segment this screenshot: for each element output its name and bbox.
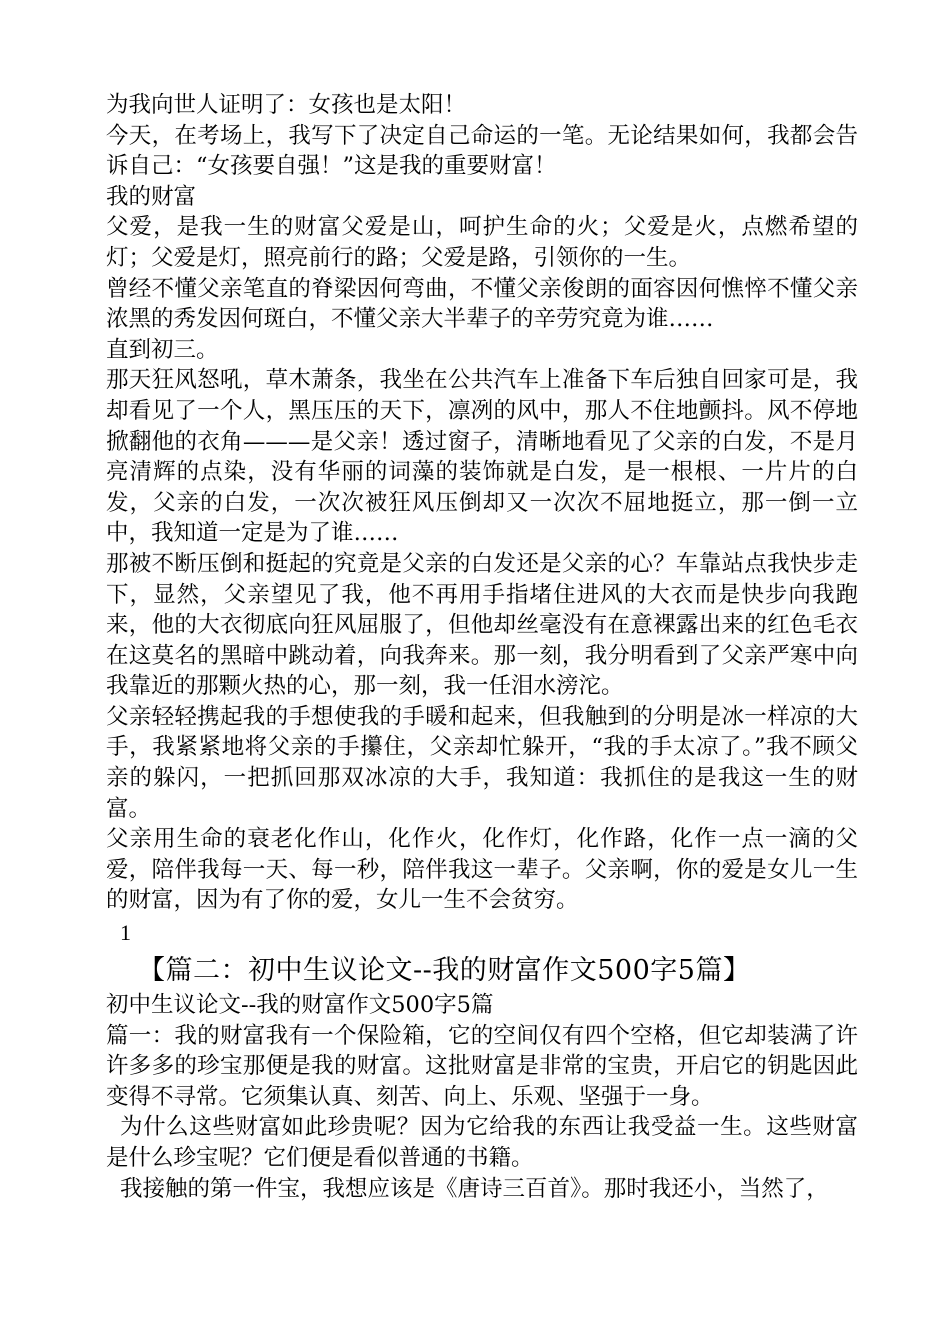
section-title-my-wealth: 我的财富 <box>106 183 197 210</box>
paragraph: 为什么这些财富如此珍贵呢？因为它给我的东西让我受益一生。这些财富是什么珍宝呢？它们便是看似普通的书籍。 <box>106 1114 858 1171</box>
paragraph: 父亲轻轻携起我的手想使我的手暖和起来，但我触到的分明是冰一样凉的大手，我紧紧地将父亲的手攥住，父亲却忙躲开，“我的手太凉了。”我不顾父亲的躲闪，一把抓回那双冰凉的大手，我知道：我抓住的是我这一生的财富。 <box>106 703 858 822</box>
section-subtitle: 初中生议论文--我的财富作文500字5篇 <box>106 992 494 1019</box>
section-heading: 【篇二：初中生议论文--我的财富作文500字5篇】 <box>138 955 751 987</box>
paragraph: 那被不断压倒和挺起的究竟是父亲的白发还是父亲的心？车靠站点我快步走下，显然，父亲望见了我，他不再用手指堵住进风的大衣而是快步向我跑来，他的大衣彻底向狂风屈服了，但他却丝毫没有在意裸露出来的红色毛衣在这莫名的黑暗中跳动着，向我奔来。那一刻，我分明看到了父亲严寒中向我靠近的那颗火热的心，那一刻，我一任泪水滂沱。 <box>106 550 858 700</box>
document-page <box>106 90 858 1204</box>
paragraph: 父爱，是我一生的财富父爱是山，呵护生命的火；父爱是火，点燃希望的灯；父爱是灯，照亮前行的路；父爱是路，引领你的一生。 <box>106 214 858 271</box>
paragraph: 那天狂风怒吼，草木萧条，我坐在公共汽车上准备下车后独自回家可是，我却看见了一个人，黑压压的天下，凛冽的风中，那人不住地颤抖。风不停地掀翻他的衣角———是父亲！透过窗子，清晰地看见了父亲的白发，不是月亮清辉的点染，没有华丽的词藻的装饰就是白发，是一根根、一片片的白发，父亲的白发，一次次被狂风压倒却又一次次不屈地挺立，那一倒一立中，我知道一定是为了谁…… <box>106 367 858 547</box>
paragraph: 直到初三。 <box>106 336 219 363</box>
paragraph: 今天，在考场上，我写下了决定自己命运的一笔。无论结果如何，我都会告诉自己：“女孩要自强！”这是我的重要财富！ <box>106 122 858 180</box>
paragraph: 篇一：我的财富我有一个保险箱，它的空间仅有四个空格，但它却装满了许许多多的珍宝那便是我的财富。这批财富是非常的宝贵，开启它的钥匙因此变得不寻常。它须集认真、刻苦、向上、乐观、坚强于一身。 <box>106 1022 858 1110</box>
paragraph: 我接触的第一件宝，我想应该是《唐诗三百首》。那时我还小，当然了， <box>120 1175 829 1202</box>
paragraph: 曾经不懂父亲笔直的脊梁因何弯曲，不懂父亲俊朗的面容因何憔悴不懂父亲浓黑的秀发因何斑白，不懂父亲大半辈子的辛劳究竟为谁…… <box>106 275 858 333</box>
paragraph: 父亲用生命的衰老化作山，化作火，化作灯，化作路，化作一点一滴的父爱，陪伴我每一天、每一秒，陪伴我这一辈子。父亲啊，你的爱是女儿一生的财富，因为有了你的爱，女儿一生不会贫穷。 <box>106 826 858 914</box>
paragraph: 为我向世人证明了：女孩也是太阳！ <box>106 92 467 118</box>
page-number: 1 <box>120 920 131 946</box>
